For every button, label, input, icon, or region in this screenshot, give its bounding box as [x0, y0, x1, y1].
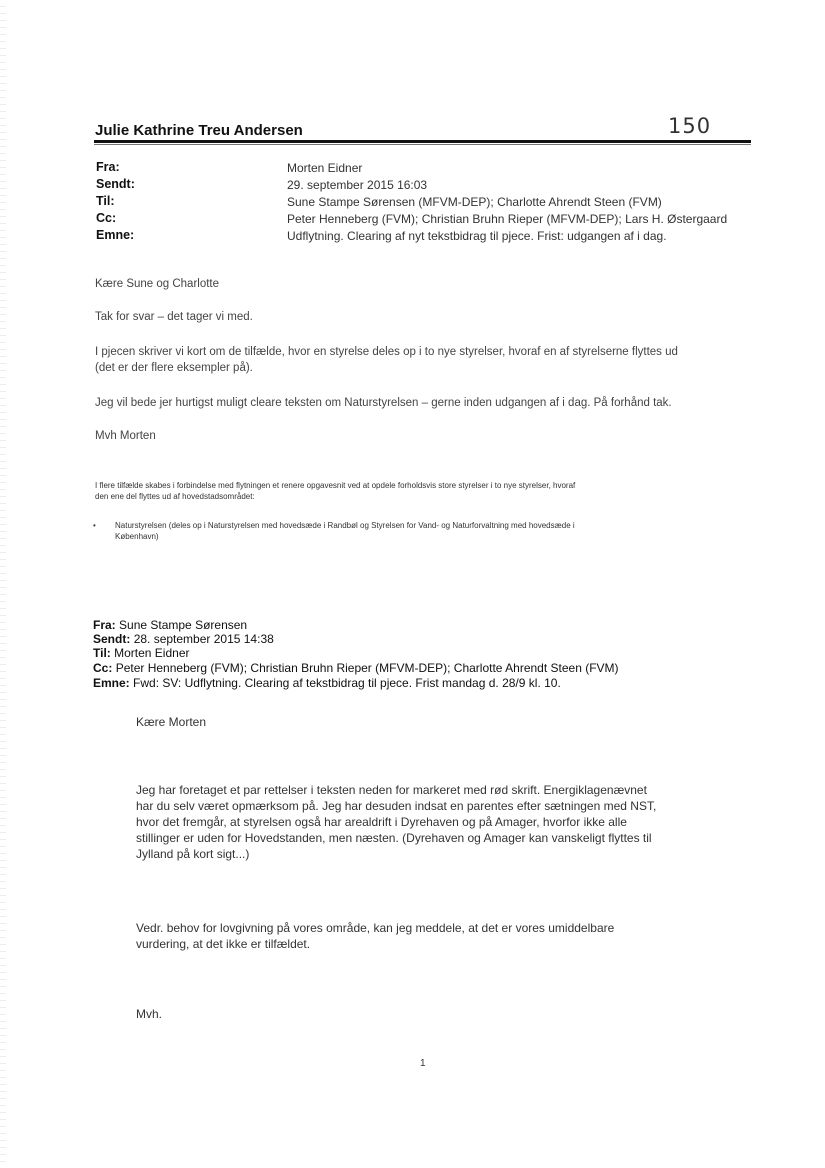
- to-label: Til:: [96, 194, 115, 208]
- reply-signoff: Mvh.: [136, 1007, 163, 1021]
- cc-value: Peter Henneberg (FVM); Christian Bruhn Rieper (MFVM-DEP); Lars H. Østergaard: [287, 212, 728, 226]
- reply-greeting: Kære Morten: [136, 715, 207, 729]
- fwd-subject: Emne: Fwd: SV: Udflytning. Clearing af tekstbidrag til pjece. Frist mandag d. 28/9 kl. 10.: [93, 676, 561, 690]
- scan-edge: [0, 0, 6, 1168]
- message-greeting: Kære Sune og Charlotte: [95, 278, 220, 290]
- subject-value: Udflytning. Clearing af nyt tekstbidrag til pjece. Frist: udgangen af i dag.: [287, 229, 667, 243]
- sent-value: 29. september 2015 16:03: [287, 178, 428, 192]
- message-paragraph-3: Jeg vil bede jer hurtigst muligt cleare teksten om Naturstyrelsen – gerne inden udgangen af i dag. På forhånd tak.: [95, 397, 672, 409]
- bullet-icon: •: [93, 521, 96, 530]
- quoted-bullet-line-1: Naturstyrelsen (deles op i Naturstyrelsen med hovedsæde i Randbøl og Styrelsen for Vand- og Naturforvaltning med hovedsæde i: [115, 521, 575, 530]
- header-rule-thin: [94, 144, 751, 145]
- reply-p1-line-5: Jylland på kort sigt...): [136, 847, 250, 861]
- from-label: Fra:: [96, 160, 120, 174]
- message-paragraph-2-line-2: (det er der flere eksempler på).: [95, 362, 253, 374]
- reply-paragraph-1: [136, 782, 706, 862]
- fwd-cc: Cc: Peter Henneberg (FVM); Christian Bruhn Rieper (MFVM-DEP); Charlotte Ahrendt Steen (FVM): [93, 661, 619, 675]
- reply-p1-line-3: hvor det fremgår, at styrelsen også har arealdrift i Dyrehaven og på Amager, hvorfor ikke alle: [136, 815, 627, 829]
- reply-p2-line-2: vurdering, at det ikke er tilfældet.: [136, 937, 311, 951]
- sent-label: Sendt:: [96, 177, 135, 191]
- reply-p1-line-2: har du selv været opmærksom på. Jeg har desuden indsat en parentes efter sætningen med NST,: [136, 799, 657, 813]
- quoted-line-1: I flere tilfælde skabes i forbindelse med flytningen et renere opgavesnit ved at opdele forholdsvis store styrelser i to nye styrelser, hvoraf: [95, 481, 576, 490]
- message-paragraph-1: Tak for svar – det tager vi med.: [95, 311, 253, 323]
- page-number: 1: [420, 1058, 426, 1069]
- page-stamp: 150: [668, 114, 712, 138]
- quoted-line-2: den ene del flyttes ud af hovedstadsområdet:: [95, 492, 255, 501]
- quoted-bullet-line-2: København): [115, 532, 159, 541]
- fwd-from: Fra: Sune Stampe Sørensen: [93, 618, 248, 632]
- reply-p1-line-1: Jeg har foretaget et par rettelser i teksten neden for markeret med rød skrift. Energiklagenævnet: [136, 783, 647, 797]
- reply-p1-line-4: stillinger er uden for Hovedstanden, men næsten. (Dyrehaven og Amager kan vanskeligt flyttes til: [136, 831, 652, 845]
- reply-p2-line-1: Vedr. behov for lovgivning på vores område, kan jeg meddele, at det er vores umiddelbare: [136, 921, 615, 935]
- quoted-bullet: [115, 520, 745, 542]
- reply-paragraph-2: [136, 920, 706, 952]
- header-rule: [94, 140, 751, 143]
- fwd-to: Til: Morten Eidner: [93, 646, 190, 660]
- message-paragraph-2-line-1: I pjecen skriver vi kort om de tilfælde, hvor en styrelse deles op i to nye styrelser, hvoraf en af styrelserne flyttes ud: [95, 346, 678, 358]
- mailbox-owner: Julie Kathrine Treu Andersen: [95, 122, 303, 139]
- subject-label: Emne:: [96, 228, 135, 242]
- cc-label: Cc:: [96, 211, 117, 225]
- to-value: Sune Stampe Sørensen (MFVM-DEP); Charlotte Ahrendt Steen (FVM): [287, 195, 662, 209]
- fwd-sent: Sendt: 28. september 2015 14:38: [93, 632, 274, 646]
- message-signoff: Mvh Morten: [95, 430, 156, 442]
- from-value: Morten Eidner: [287, 161, 363, 175]
